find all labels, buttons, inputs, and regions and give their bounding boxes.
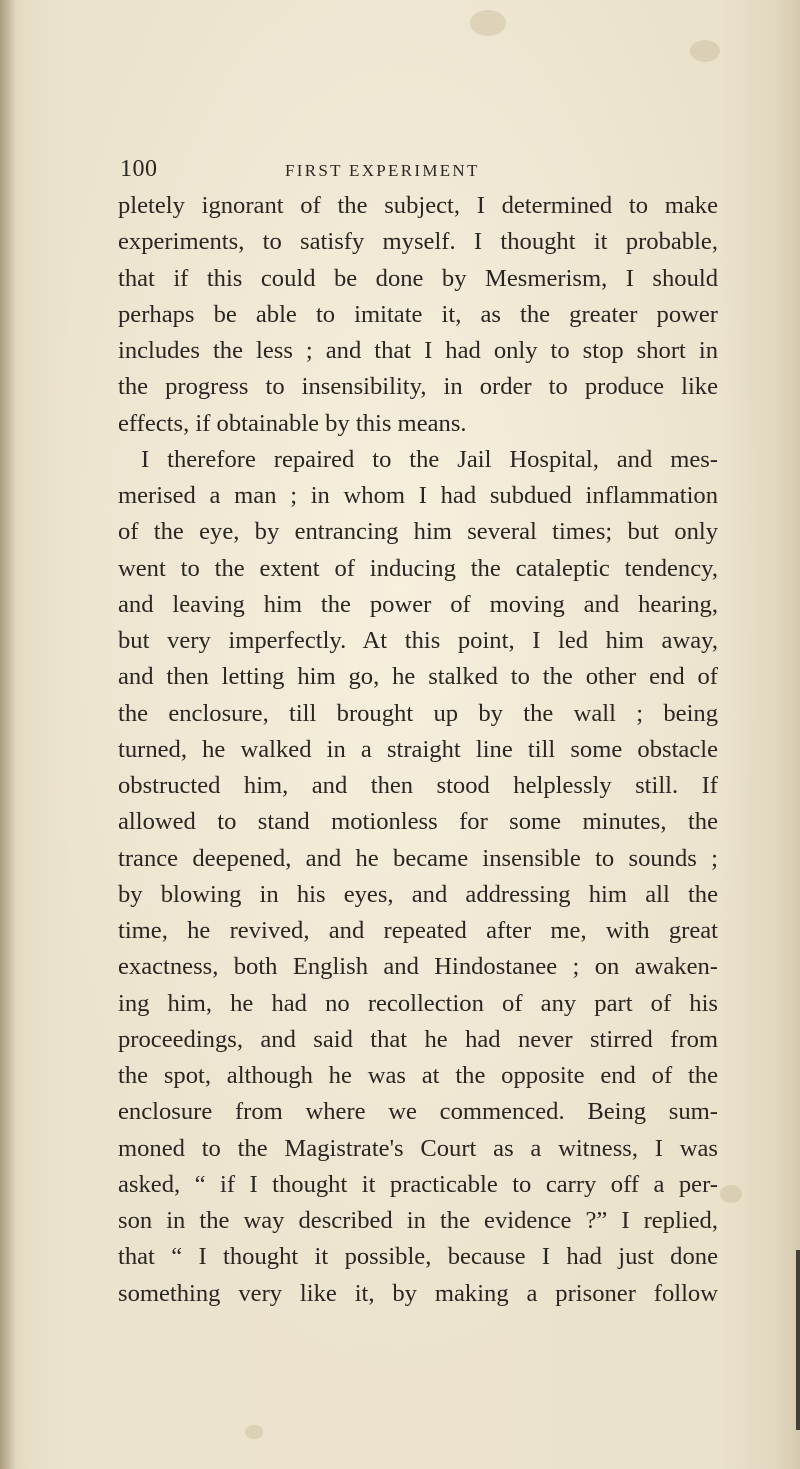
text-line: merised a man ; in whom I had subdued inflammation [118, 482, 718, 509]
text-line: pletely ignorant of the subject, I determined to make [118, 192, 718, 219]
text-line: the spot, although he was at the opposite end of the [118, 1062, 718, 1089]
text-line: the enclosure, till brought up by the wall ; being [118, 699, 718, 727]
text-line: perhaps be able to imitate it, as the greater power [118, 300, 718, 328]
text-line: enclosure from where we commenced. Being sum- [118, 1098, 718, 1126]
text-line: time, he revived, and repeated after me, with great [118, 917, 718, 944]
text-line: turned, he walked in a straight line till some obstacle [118, 735, 718, 763]
page-number: 100 [120, 156, 158, 182]
text-line: effects, if obtainable by this means. [118, 409, 467, 437]
text-line: obstructed him, and then stood helplessly still. If [118, 772, 718, 799]
foxing-spot [690, 40, 720, 62]
text-line: son in the way described in the evidence ?” I replied, [118, 1207, 718, 1234]
text-line: by blowing in his eyes, and addressing him all the [118, 880, 718, 908]
body-text [118, 188, 718, 1312]
text-line: that “ I thought it possible, because I had just done [118, 1243, 718, 1271]
text-line: asked, “ if I thought it practicable to carry off a per- [118, 1170, 718, 1198]
text-line: and then letting him go, he stalked to the other end of [118, 663, 718, 691]
text-line: allowed to stand motionless for some minutes, the [118, 808, 718, 836]
binding-shadow [0, 0, 16, 1469]
text-line: and leaving him the power of moving and hearing, [118, 590, 718, 618]
text-line: but very imperfectly. At this point, I led him away, [118, 627, 718, 654]
page-edge-mark [796, 1250, 800, 1430]
page-header [120, 150, 720, 190]
text-line: exactness, both English and Hindostanee ; on awaken- [118, 953, 718, 981]
text-line: proceedings, and said that he had never stirred from [118, 1025, 718, 1053]
text-line: of the eye, by entrancing him several times; but only [118, 518, 718, 546]
foxing-spot [720, 1185, 742, 1203]
foxing-spot [470, 10, 506, 36]
foxing-spot [245, 1425, 263, 1439]
text-line: the progress to insensibility, in order to produce like [118, 373, 718, 401]
text-line: includes the less ; and that I had only to stop short in [118, 337, 718, 364]
text-line: trance deepened, and he became insensible to sounds ; [118, 844, 718, 872]
text-line: moned to the Magistrate's Court as a witness, I was [118, 1134, 718, 1162]
text-line: ing him, he had no recollection of any part of his [118, 989, 718, 1017]
text-line: experiments, to satisfy myself. I thought it probable, [118, 228, 718, 256]
running-head: FIRST EXPERIMENT [285, 161, 480, 180]
text-line: something very like it, by making a prisoner follow [118, 1279, 718, 1307]
text-line: I therefore repaired to the Jail Hospital, and mes- [141, 445, 718, 473]
text-line: that if this could be done by Mesmerism, I should [118, 264, 718, 292]
text-line: went to the extent of inducing the cataleptic tendency, [118, 554, 718, 582]
